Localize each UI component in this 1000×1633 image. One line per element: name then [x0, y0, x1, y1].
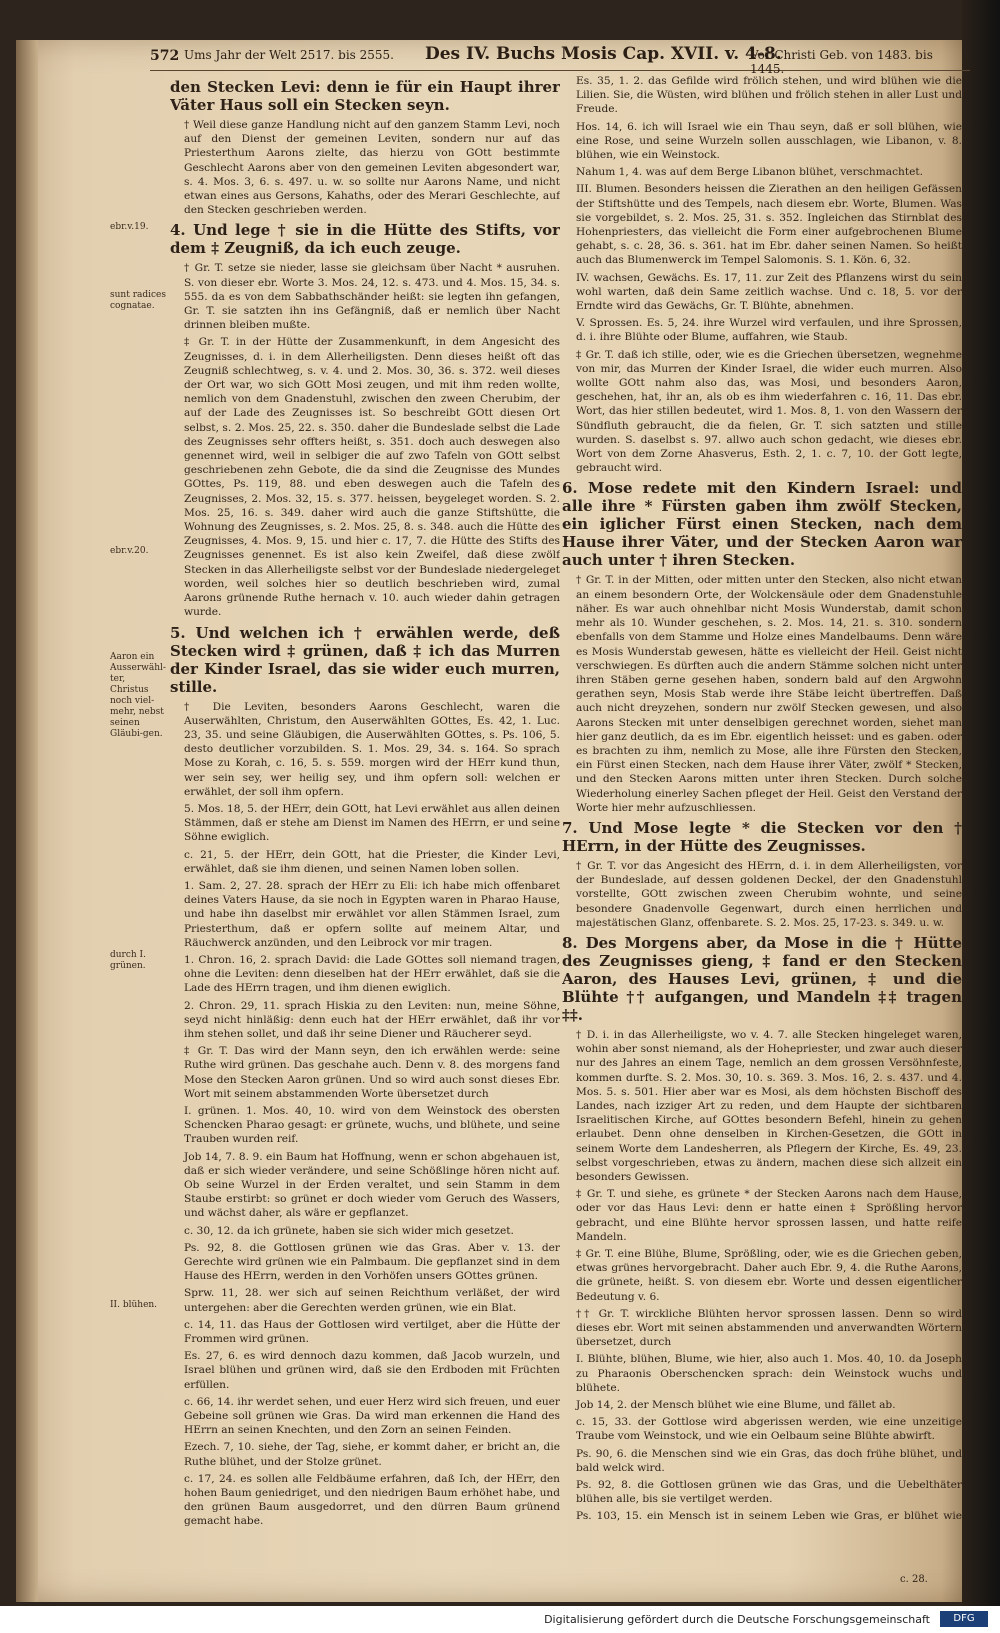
commentary-note: Es. 27, 6. es wird dennoch dazu kommen, daß Jacob wurzeln, und Israel blühen und grünen wird, daß sie den Erdboden mit Früchten erfüllen.	[184, 1350, 560, 1391]
commentary-note: Ezech. 7, 10. siehe, der Tag, siehe, er kommt daher, er bricht an, die Ruthe blühet, und der Stolze grünet.	[184, 1441, 560, 1468]
commentary-note: Job 14, 7. 8. 9. ein Baum hat Hoffnung, wenn er schon abgehauen ist, daß er sich wieder verändere, und seine Schößlinge hören nicht auf. Ob seine Wurzel in der Erden veraltet, und sein Stamm in dem Staube erstirbt: so grünet er doch wieder vom Geruch des Wassers, und wächst daher, als wäre er gepflanzet.	[184, 1150, 560, 1220]
margin-note: sunt radices cognatae.	[110, 290, 166, 311]
margin-note: ebr.v.19.	[110, 222, 149, 232]
margin-note: ebr.v.20.	[110, 546, 149, 556]
commentary-note: † Die Leviten, besonders Aarons Geschlecht, waren die Auserwählten, Christum, den Auserwählten GOttes, Es. 42, 1. Luc. 23, 35. und seine Gläubigen, die Auserwählten GOttes, s. Ps. 106, 5. desto deutlicher vorzubilden. S. 1. Mos. 29, 34. s. 164. So sprach Mose zu Korah, c. 16, 5. s. 559. morgen wird der HErr kund thun, wer sein sey, wer heilig sey, und ihm opfern soll: welchen er erwählet, der soll ihm opfern.	[184, 700, 560, 798]
header-right: Vor Christi Geb. von 1483. bis 1445.	[750, 48, 933, 76]
commentary-note: Ps. 103, 15. ein Mensch ist in seinem Leben wie Gras, er blühet wie	[576, 1510, 962, 1523]
page-gutter	[16, 40, 38, 1602]
commentary-note: † D. i. in das Allerheiligste, wo v. 4. 7. alle Stecken hingeleget waren, wohin aber sonst niemand, als der Hohepriester, und zwar auch dieser nur des Jahres an einem Tage, nemlich an dem grossen Versöhnfeste, kommen durfte. S. 2. Mos. 30, 10. s. 369. 3. Mos. 16, 2. s. 437. und 4. Mos. 5. s. 501. Hier aber war es Mosi, als dem höchsten Bischoff des Landes, nach izziger Art zu reden, und dem Haupte der sichtbaren Israelitischen Kirche, auf GOttes besondern Befehl, hinein zu gehen erlaubet. Denn ohne denselben in Kirchen-Gesetzen, die GOtt in seinem Worte dem Landesherren, als Pflegern der Kirche, Es. 49, 23. selbst vorgeschrieben, etwas zu ändern, machen diese sich allzeit ein besonders Gewissen.	[576, 1028, 962, 1183]
commentary-note: III. Blumen. Besonders heissen die Zierathen an den heiligen Gefässen der Stiftshütte und des Tempels, nach diesem ebr. Worte, Blumen. Was sie vorgebildet, s. 2. Mos. 25, 31. s. 352. Ingleichen das Stirnblat des Hohenpriesters, das vielleicht die Form einer aufgebrochenen Blume gehabt, s. c. 28, 36. s. 361. hat im Ebr. daher seinen Namen. So heißt auch das Blumenwerck im Tempel Salomonis. S. 1. Kön. 6, 32.	[576, 183, 962, 267]
commentary-note: 2. Chron. 29, 11. sprach Hiskia zu den Leviten: nun, meine Söhne, seyd nicht hinläßig: denn euch hat der HErr erwählet, daß ihr vor ihm stehen sollet, und daß ihr seine Diener und Räucherer seyd.	[184, 999, 560, 1040]
commentary-note: I. Blühte, blühen, Blume, wie hier, also auch 1. Mos. 40, 10. da Joseph zu Pharaonis Oberschencken sprach: dein Weinstock wuchs und blühete.	[576, 1353, 962, 1394]
bible-verse: den Stecken Levi: denn ie für ein Haupt ihrer Väter Haus soll ein Stecken seyn.	[170, 78, 560, 114]
commentary-note: Nahum 1, 4. was auf dem Berge Libanon blühet, verschmachtet.	[576, 166, 923, 179]
commentary-note: Es. 35, 1. 2. das Gefilde wird frölich stehen, und wird blühen wie die Lilien. Sie, die Wüsten, wird blühen und frölich stehen in aller Lust und Freude.	[576, 75, 962, 116]
bible-verse: 4. Und lege † sie in die Hütte des Stifts, vor dem ‡ Zeugniß, da ich euch zeuge.	[170, 221, 560, 258]
commentary-note: † Weil diese ganze Handlung nicht auf den ganzem Stamm Levi, noch auf den Dienst der gemeinen Leviten, sondern nur auf das Priesterthum Aarons zielte, das hierzu von GOtt bestimmte Geschlecht Aarons aber von den gemeinen Leviten abgesondert war, s. 4. Mos. 3, 6. s. 497. u. w. so sollte nur Aarons Name, und nicht etwan eines aus Gersons, Kahaths, oder des Merari Geschlechte, auf den Stecken geschrieben werden.	[184, 119, 560, 217]
commentary-note: ‡ Gr. T. daß ich stille, oder, wie es die Griechen übersetzen, wegnehme von mir, das Murren der Kinder Israel, die wider euch murren. Also wollte GOtt nahm also das, was Mosi, und besonders Aaron, geschehen, hat, ihr an, als ob es ihm wiederfahren c. 16, 11. Das ebr. Wort, das hier stillen bedeutet, wird 1. Mos. 8, 1. von den Wassern der Sündfluth gebraucht, die da fielen, Gr. T. sich satzten und stille wurden. S. daselbst s. 97. allwo auch schon gedacht, wie dieses ebr. Wort von dem Zorne Ahasverus, Esth. 2, 1. c. 7, 10. der Gott legte, gebraucht wird.	[576, 348, 962, 475]
commentary-note: c. 30, 12. da ich grünete, haben sie sich wider mich gesetzet.	[184, 1224, 514, 1237]
commentary-note: I. grünen. 1. Mos. 40, 10. wird von dem Weinstock des obersten Schencken Pharao gesagt: er grünete, wuchs, und blühete, und seine Trauben wurden reif.	[184, 1104, 560, 1146]
commentary-note: ‡ Gr. T. eine Blühe, Blume, Sprößling, oder, wie es die Griechen geben, etwas grünes hervorgebracht. Daher auch Ebr. 9, 4. die Ruthe Aarons, die grünete, heißt. S. von diesem ebr. Worte und dessen eigentlicher Bedeutung v. 6.	[576, 1248, 962, 1303]
commentary-note: Ps. 92, 8. die Gottlosen grünen wie das Gras, und die Uebelthäter blühen alle, bis sie vertilget werden.	[576, 1479, 962, 1506]
commentary-note: † Gr. T. setze sie nieder, lasse sie gleichsam über Nacht * ausruhen. S. von dieser ebr. Worte 3. Mos. 24, 12. s. 473. und 4. Mos. 15, 34. s. 555. da es von dem Sabbathschänder heißt: sie legten ihn gefangen, Gr. T. sie satzten ihn ins Gefängniß, daß er nemlich über Nacht drinnen bleiben mußte.	[184, 262, 560, 332]
commentary-note: 1. Sam. 2, 27. 28. sprach der HErr zu Eli: ich habe mich offenbaret deines Vaters Hause, da sie noch in Egypten waren in Pharao Hause, und habe ihn daselbst mir erwählet vor allen Stämmen Israel, zum Priesterthum, daß er opfern sollte auf meinem Altar, und Räuchwerck anzünden, und den Leibrock vor mir tragen.	[184, 879, 560, 949]
left-column	[170, 74, 560, 1526]
bible-verse: 8. Des Morgens aber, da Mose in die † Hütte des Zeugnisses gieng, ‡ fand er den Stecken Aaron, des Hauses Levi, grünen, ‡ und die Blühte †† aufgangen, und Mandeln ‡‡ tragen ‡‡.	[562, 933, 962, 1024]
commentary-note: † Gr. T. vor das Angesicht des HErrn, d. i. in dem Allerheiligsten, vor der Bundeslade, auf dessen goldenen Deckel, der den Gnadenstuhl vorstellte, GOtt zwischen zween Cherubim wohnte, und seine besondere Gnadenvolle Gegenwart, durch einen herrlichen und majestätischen Glanz, offenbarete. S. 2. Mos. 25, 17-23. s. 349. u. w.	[576, 859, 962, 929]
commentary-note: c. 17, 24. es sollen alle Feldbäume erfahren, daß Ich, der HErr, den hohen Baum geniedriget, und den niedrigen Baum erhöhet habe, und den grünen Baum ausgedorret, und den dürren Baum grünend gemacht habe.	[184, 1472, 560, 1526]
right-column	[562, 74, 962, 1526]
commentary-note: ‡ Gr. T. in der Hütte der Zusammenkunft, in dem Angesicht des Zeugnisses, d. i. in dem Allerheiligsten. Denn dieses heißt oft das Zeugniß schlechtweg, s. v. 4. und 2. Mos. 30, 36. s. 372. weil dieses der Ort war, wo sich GOtt Mosi zeugen, und mit ihm reden wollte, nemlich von dem Gnadenstuhl, zwischen den zween Cherubim, der auf der Lade des Zeugnisses ist. So beschreibt GOtt diesen Ort selbst, s. 2. Mos. 25, 22. s. 350. daher die Bundeslade selbst die Lade des Zeugnisses sehr offters heißt, s. 351. doch auch deswegen also genennet wird, weil in selbiger die auf zwo Tafeln von GOtt selbst geschriebenen zehn Gebote, die da sind die Zeugnisse des Mundes GOttes, Ps. 119, 88. und eben deswegen auch die Tafeln des Zeugnisses, 2. Mos. 32, 15. s. 377. heissen, beygeleget worden. S. 2. Mos. 25, 16. s. 349. daher wird auch die ganze Stiftshütte, die Wohnung des Zeugnisses, s. 2. Mos. 25, 8. s. 348. auch die Hütte des Zeugnisses, 4. Mos. 9, 15. und hier c. 17, 7. die Hütte des Stifts des Zeugnisses genennet. Es ist also kein Zweifel, daß diese zwölf Stecken in das Allerheiligste selbst vor der Bundeslade niedergeleget worden, weil solches hier so deutlich beschrieben wird, zumal Aarons grünende Ruthe hernach v. 10. auch wieder dahin getragen wurde.	[184, 336, 560, 619]
commentary-note: c. 21, 5. der HErr, dein GOtt, hat die Priester, die Kinder Levi, erwählet, daß sie ihm dienen, und seinen Namen loben sollen.	[184, 848, 560, 875]
header-year-range: Ums Jahr der Welt 2517. bis 2555.	[184, 48, 394, 62]
book-edge	[962, 0, 1000, 1606]
commentary-note: V. Sprossen. Es. 5, 24. ihre Wurzel wird verfaulen, und ihre Sprossen, d. i. ihre Blühte oder Blume, auffahren, wie Staub.	[576, 317, 962, 344]
bible-verse: 7. Und Mose legte * die Stecken vor den † HErrn, in der Hütte des Zeugnisses.	[562, 818, 962, 855]
dfg-logo: DFG	[940, 1611, 988, 1627]
margin-note: durch I. grünen.	[110, 950, 146, 971]
digitization-footer	[0, 1606, 1000, 1633]
bible-verse: 5. Und welchen ich † erwählen werde, deß Stecken wird ‡ grünen, daß ‡ ich das Murren der Kinder Israel, das sie wider euch murren, stille.	[170, 623, 560, 696]
margin-note: II. blühen.	[110, 1300, 158, 1310]
commentary-note: c. 14, 11. das Haus der Gottlosen wird vertilget, aber die Hütte der Frommen wird grünen.	[184, 1318, 560, 1346]
header-title: Des IV. Buchs Mosis Cap. XVII. v. 4-8.	[425, 44, 782, 64]
commentary-note: Hos. 14, 6. ich will Israel wie ein Thau seyn, daß er soll blühen, wie eine Rose, und seine Wurzeln sollen ausschlagen, wie Libanon, v. 8. blühen, wie ein Weinstock.	[576, 120, 962, 162]
commentary-note: Job 14, 2. der Mensch blühet wie eine Blume, und fället ab.	[576, 1399, 896, 1412]
commentary-note: †† Gr. T. wirckliche Blühten hervor sprossen lassen. Denn so wird dieses ebr. Wort mit seinen abstammenden und anverwandten Wörtern übersetzet, durch	[576, 1307, 962, 1349]
catchword: c. 28.	[900, 1574, 928, 1585]
commentary-note: 1. Chron. 16, 2. sprach David: die Lade GOttes soll niemand tragen, ohne die Leviten: denn dieselben hat der HErr erwählet, daß sie die Lade des HErrn tragen, und ihm dienen ewiglich.	[184, 953, 560, 995]
page-number: 572	[150, 48, 180, 64]
commentary-note: c. 15, 33. der Gottlose wird abgerissen werden, wie eine unzeitige Traube vom Weinstock, und wie ein Oelbaum seine Blühte abwirft.	[576, 1416, 962, 1443]
margin-note: Aaron ein Ausserwähl-ter, Christus noch viel-mehr, nebst seinen Gläubi-gen.	[110, 652, 166, 739]
commentary-note: † Gr. T. in der Mitten, oder mitten unter den Stecken, also nicht etwan an einem besondern Orte, der Wolckensäule oder dem Gnadenstuhle näher. Es war auch ohnehlbar nicht Mosis Wunderstab, damit schon mehr als 10. Wunder geschehen, s. 2. Mos. 14, 21. s. 310. sondern ebenfalls von dem Stamme und Holze eines Mandelbaums. Denn wäre es Mosis Wunderstab gewesen, hätte es vielleicht der Heil. Geist nicht verschwiegen. Es dürften auch die andern Stämme solchen nicht unter ihren Stäben gerne gesehen haben, sondern bald auf den Argwohn gerathen seyn, Mosis Stab werde ihre Stäbe leicht übertreffen. Daß auch nicht dreyzehen, sondern nur zwölf Stecken gewesen, und also Aarons Stecken mit unter denselbigen gerechnet worden, siehet man hier ganz deutlich, da es im Ebr. eigentlich heisset: und es gaben. oder es brachten zu ihm, nemlich zu Mose, alle ihre Fürsten den Stecken, ein Fürst einen Stecken, nach dem Hause ihrer Väter, zwölf * Stecken, und den Stecken Aarons mitten unter ihren Stecken. Durch solche Wiederholung einerley Sachen pfleget der Heil. Geist den Verstand der Worte hier mehr aufzuschliessen.	[576, 574, 962, 814]
commentary-note: 5. Mos. 18, 5. der HErr, dein GOtt, hat Levi erwählet aus allen deinen Stämmen, daß er stehe am Dienst im Namen des HErrn, er und seine Söhne ewiglich.	[184, 802, 560, 844]
commentary-note: Sprw. 11, 28. wer sich auf seinen Reichthum verläßet, der wird untergehen: aber die Gerechten werden grünen, wie ein Blat.	[184, 1287, 560, 1314]
commentary-note: IV. wachsen, Gewächs. Es. 17, 11. zur Zeit des Pflanzens wirst du sein wohl warten, daß dein Same zeitlich wachse. Und c. 18, 5. vor der Erndte wird das Gewächs, Gr. T. Blühte, abnehmen.	[576, 271, 962, 313]
footer-text: Digitalisierung gefördert durch die Deutsche Forschungsgemeinschaft	[544, 1613, 930, 1626]
bible-verse: 6. Mose redete mit den Kindern Israel: und alle ihre * Fürsten gaben ihm zwölf Stecken, ein iglicher Fürst einen Stecken, nach dem Hause ihrer Väter, und der Stecken Aaron war auch unter † ihren Stecken.	[562, 479, 962, 570]
running-header	[150, 42, 970, 76]
commentary-note: c. 66, 14. ihr werdet sehen, und euer Herz wird sich freuen, und euer Gebeine soll grünen wie Gras. Da wird man erkennen die Hand des HErrn an seinen Knechten, und den Zorn an seinen Feinden.	[184, 1395, 560, 1437]
commentary-note: ‡ Gr. T. und siehe, es grünete * der Stecken Aarons nach dem Hause, oder vor das Haus Levi: denn er hatte einen ‡ Sprößling hervor gebracht, und eine Blühte hervor sprossen lassen, und hatte reife Mandeln.	[576, 1188, 962, 1243]
commentary-note: Ps. 90, 6. die Menschen sind wie ein Gras, das doch frühe blühet, und bald welck wird.	[576, 1447, 962, 1474]
commentary-note: ‡ Gr. T. Das wird der Mann seyn, den ich erwählen werde: seine Ruthe wird grünen. Das geschahe auch. Denn v. 8. des morgens fand Mose den Stecken Aaron grünen. Und so wird auch sonst dieses Ebr. Wort mit seinem abstammenden Worte übersetzet durch	[184, 1045, 560, 1100]
commentary-note: Ps. 92, 8. die Gottlosen grünen wie das Gras. Aber v. 13. der Gerechte wird grünen wie ein Palmbaum. Die gepflanzet sind in dem Hause des HErrn, werden in den Vorhöfen unsers GOttes grünen.	[184, 1241, 560, 1283]
